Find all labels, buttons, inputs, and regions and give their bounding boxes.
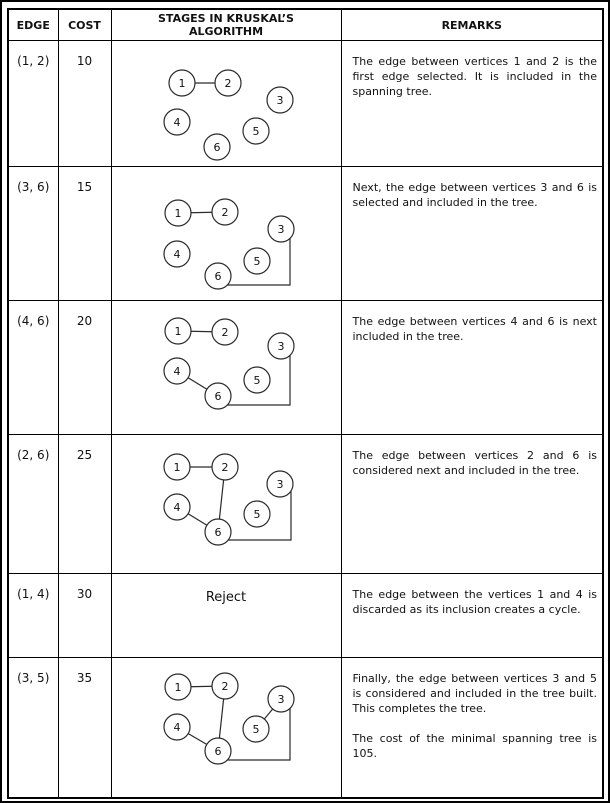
graph-node-label: 1 [174, 325, 181, 338]
stage-cell [111, 41, 341, 167]
remarks-cell [341, 658, 603, 798]
graph-node-label: 2 [221, 461, 228, 474]
remarks-cell [341, 41, 603, 167]
remarks-paragraph: The edge between the vertices 1 and 4 is discarded as its inclusion creates a cycle. [352, 588, 597, 616]
stage-cell [111, 301, 341, 435]
graph-node-label: 4 [173, 365, 180, 378]
kruskal-graph-stage-1 [112, 41, 341, 165]
cost-cell: 10 [58, 41, 111, 167]
graph-node-label: 3 [276, 478, 283, 491]
table-row [8, 574, 603, 658]
cost-cell: 35 [58, 658, 111, 798]
graph-node-label: 1 [174, 681, 181, 694]
kruskal-graph-stage-2 [112, 167, 341, 299]
remarks-paragraph: The cost of the minimal spanning tree is 105. [352, 732, 597, 760]
graph-node-label: 5 [253, 508, 260, 521]
remarks-cell [341, 435, 603, 574]
reject-label: Reject [205, 590, 247, 605]
graph-node-label: 4 [173, 248, 180, 261]
header-stages [111, 9, 341, 41]
edge-cell: (3, 5) [8, 658, 58, 798]
header-stages-line2: ALGORITHM [188, 25, 264, 38]
stage-cell [111, 658, 341, 798]
graph-node-label: 3 [277, 693, 284, 706]
remarks-paragraph: The edge between vertices 2 and 6 is considered next and included in the tree. [352, 449, 597, 477]
remarks-paragraph: The edge between vertices 4 and 6 is next included in the tree. [352, 315, 597, 343]
table-row [8, 301, 603, 435]
graph-node-label: 5 [252, 125, 259, 138]
remarks-cell [341, 167, 603, 301]
edge-cell: (3, 6) [8, 167, 58, 301]
graph-node-label: 1 [178, 77, 185, 90]
graph-node-label: 2 [221, 206, 228, 219]
stage-cell [111, 167, 341, 301]
graph-node-label: 6 [214, 270, 221, 283]
edge-cell: (2, 6) [8, 435, 58, 574]
header-edge: EDGE [8, 9, 58, 41]
graph-node-label: 3 [277, 223, 284, 236]
kruskal-graph-stage-6 [112, 658, 341, 796]
header-remarks: REMARKS [341, 9, 603, 41]
graph-node-label: 5 [253, 374, 260, 387]
graph-node-label: 2 [221, 680, 228, 693]
edge-cell: (1, 4) [8, 574, 58, 658]
graph-node-label: 1 [173, 461, 180, 474]
kruskal-graph-stage-3 [112, 301, 341, 433]
cost-cell: 30 [58, 574, 111, 658]
table-row [8, 167, 603, 301]
table-row [8, 41, 603, 167]
remarks-paragraph: Next, the edge between vertices 3 and 6 is selected and included in the tree. [352, 181, 597, 209]
remarks-paragraph: Finally, the edge between vertices 3 and 5 is considered and included in the tree built. This completes the tree. [352, 672, 597, 715]
graph-node-label: 5 [253, 255, 260, 268]
graph-node-label: 6 [214, 526, 221, 539]
graph-node-label: 2 [224, 77, 231, 90]
edge-cell: (1, 2) [8, 41, 58, 167]
cost-cell: 25 [58, 435, 111, 574]
edge-cell: (4, 6) [8, 301, 58, 435]
header-row [8, 9, 603, 41]
table-row [8, 658, 603, 798]
cost-cell: 15 [58, 167, 111, 301]
remarks-paragraph: The edge between vertices 1 and 2 is the first edge selected. It is included in the spanning tree. [352, 55, 597, 98]
header-cost: COST [58, 9, 111, 41]
graph-node-label: 3 [276, 94, 283, 107]
graph-node-label: 6 [213, 141, 220, 154]
graph-node-label: 6 [214, 745, 221, 758]
graph-node-label: 5 [252, 723, 259, 736]
header-stages-line1: STAGES IN KRUSKAL’S [158, 12, 294, 25]
graph-node-label: 3 [277, 340, 284, 353]
table-row [8, 435, 603, 574]
graph-node-label: 4 [173, 501, 180, 514]
stage-cell [111, 435, 341, 574]
graph-node-label: 4 [173, 721, 180, 734]
remarks-cell [341, 574, 603, 658]
graph-node-label: 1 [174, 207, 181, 220]
remarks-cell [341, 301, 603, 435]
graph-node-label: 2 [221, 326, 228, 339]
kruskal-graph-stage-4 [112, 435, 341, 572]
cost-cell: 20 [58, 301, 111, 435]
graph-node-label: 6 [214, 390, 221, 403]
kruskal-stages-table [7, 8, 604, 799]
graph-node-label: 4 [173, 116, 180, 129]
stage-cell [111, 574, 341, 658]
